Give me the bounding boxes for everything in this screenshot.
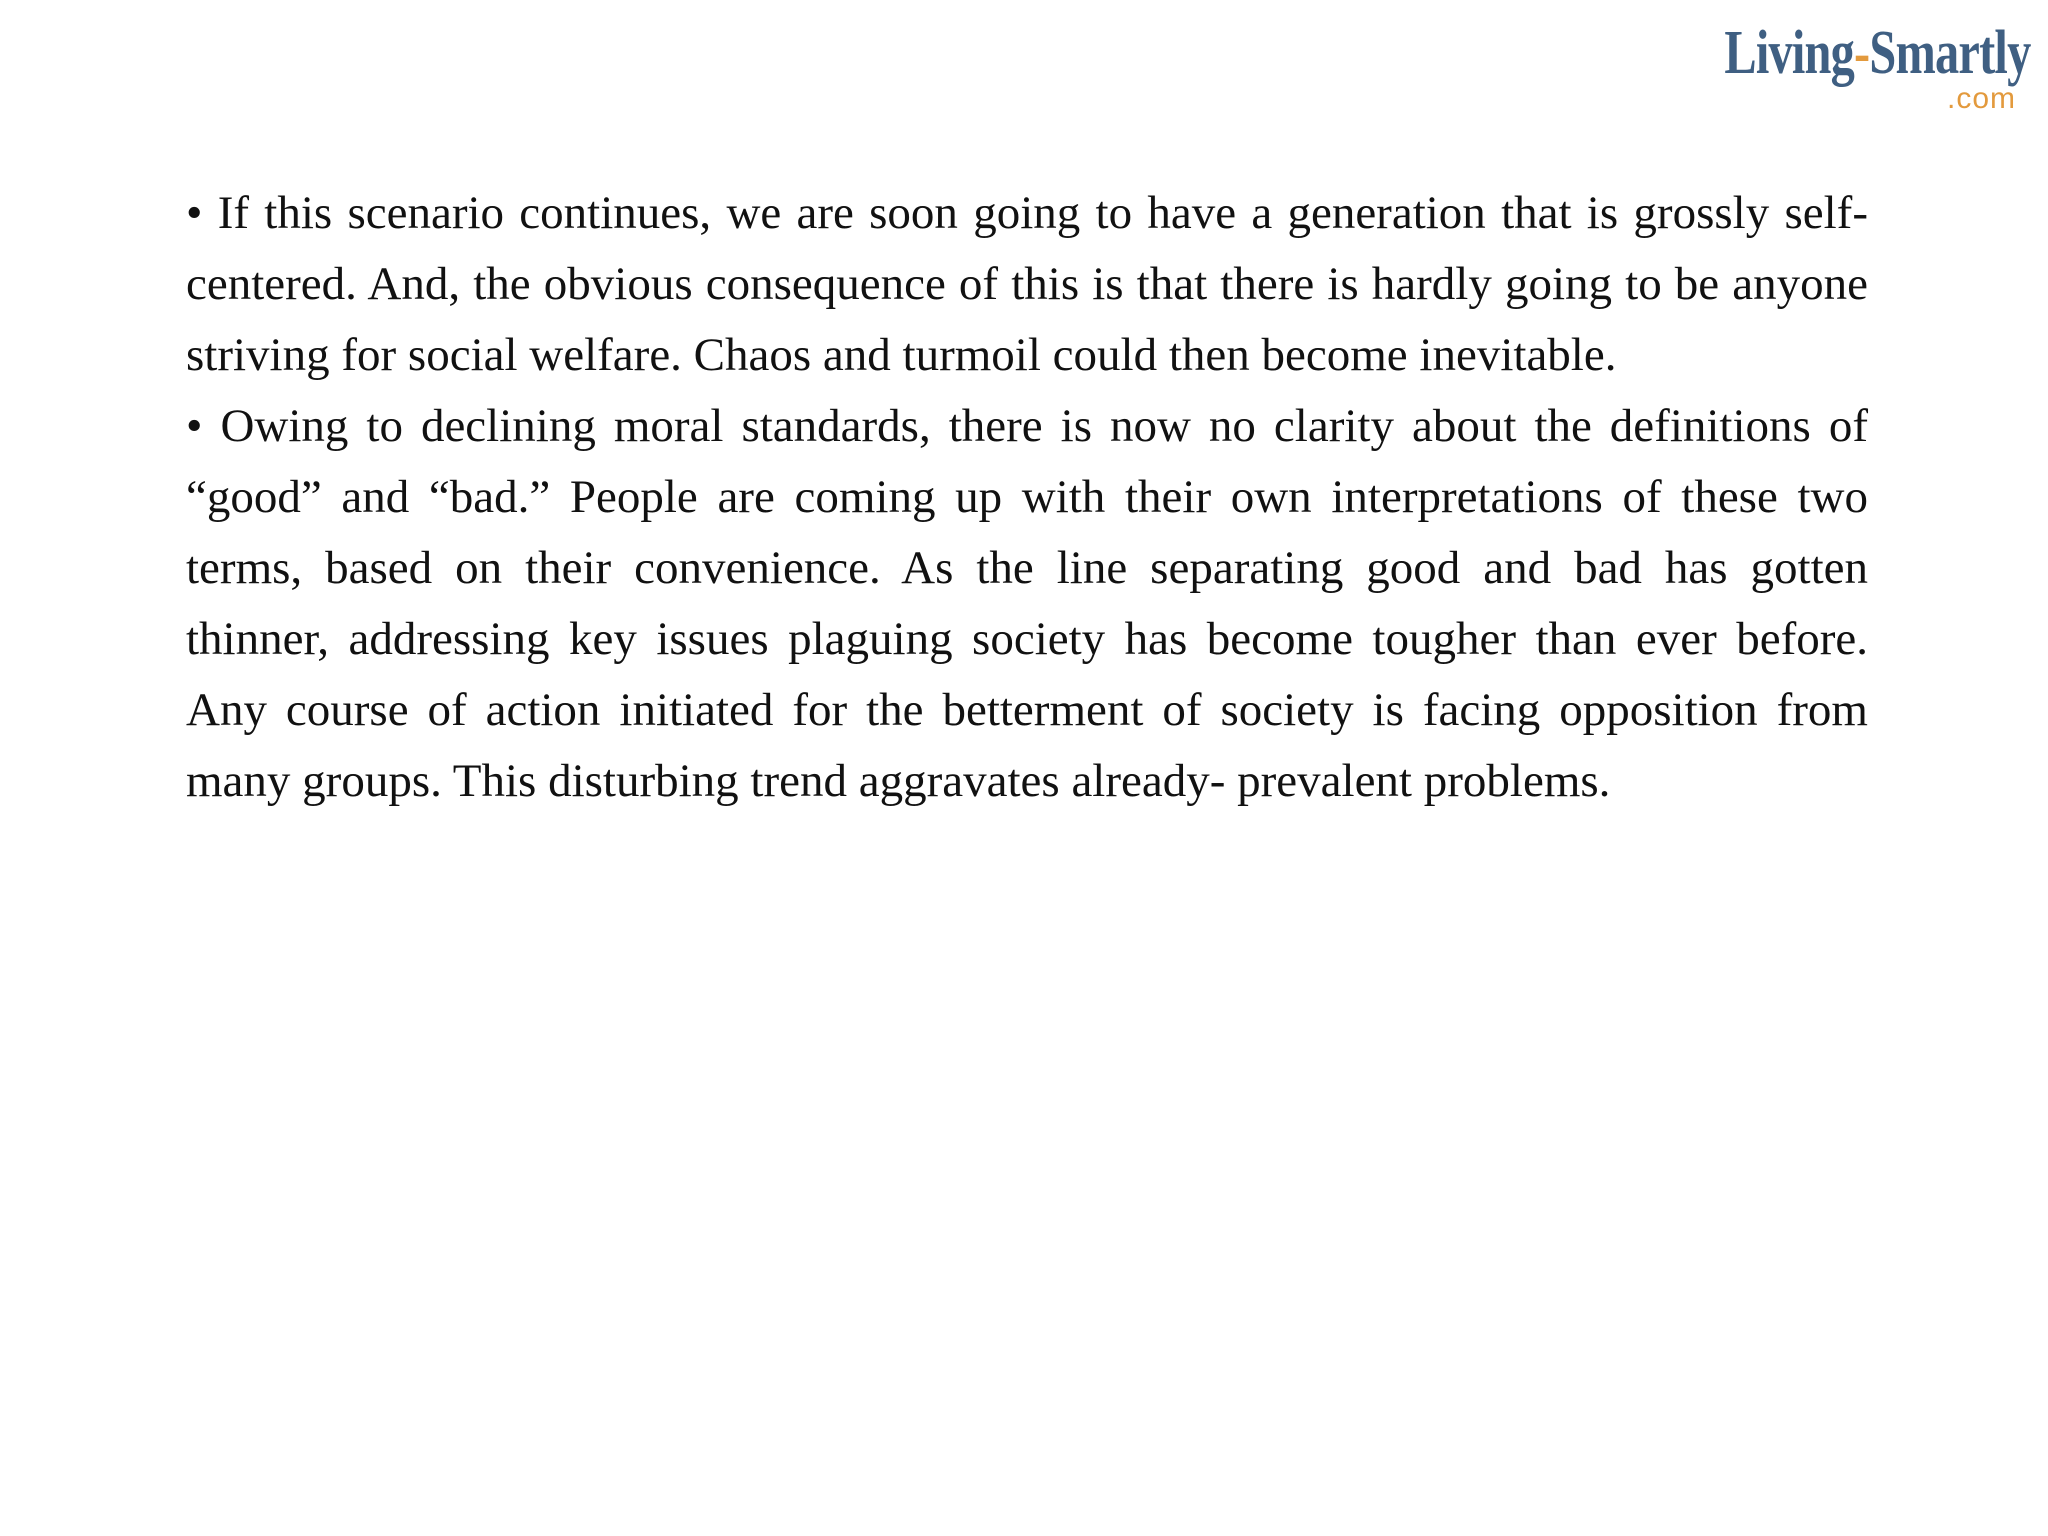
slide-body-text	[186, 178, 1868, 817]
bullet-paragraph-2: • Owing to declining moral standards, there is now no clarity about the definitions of “good” and “bad.” People are coming up with their own interpretations of these two terms, based on their convenience. As the line separating good and bad has gotten thinner, addressing key issues plaguing society has become tougher than ever before. Any course of action initiated for the betterment of society is facing opposition from many groups. This disturbing trend aggravates already- prevalent problems.	[186, 400, 1868, 807]
logo-word-smartly: Smartly	[1868, 19, 2030, 87]
logo-word-living: Living	[1723, 19, 1854, 87]
living-smartly-logo	[1723, 18, 2030, 118]
bullet-paragraph-1: • If this scenario continues, we are soon going to have a generation that is grossly self-centered. And, the obvious consequence of this is that there is hardly going to be anyone striving for social welfare. Chaos and turmoil could then become inevitable.	[186, 187, 1868, 381]
logo-wordmark	[1724, 18, 2030, 88]
logo-dash: -	[1853, 19, 1869, 87]
logo-domain-suffix: .com	[1946, 82, 2016, 115]
